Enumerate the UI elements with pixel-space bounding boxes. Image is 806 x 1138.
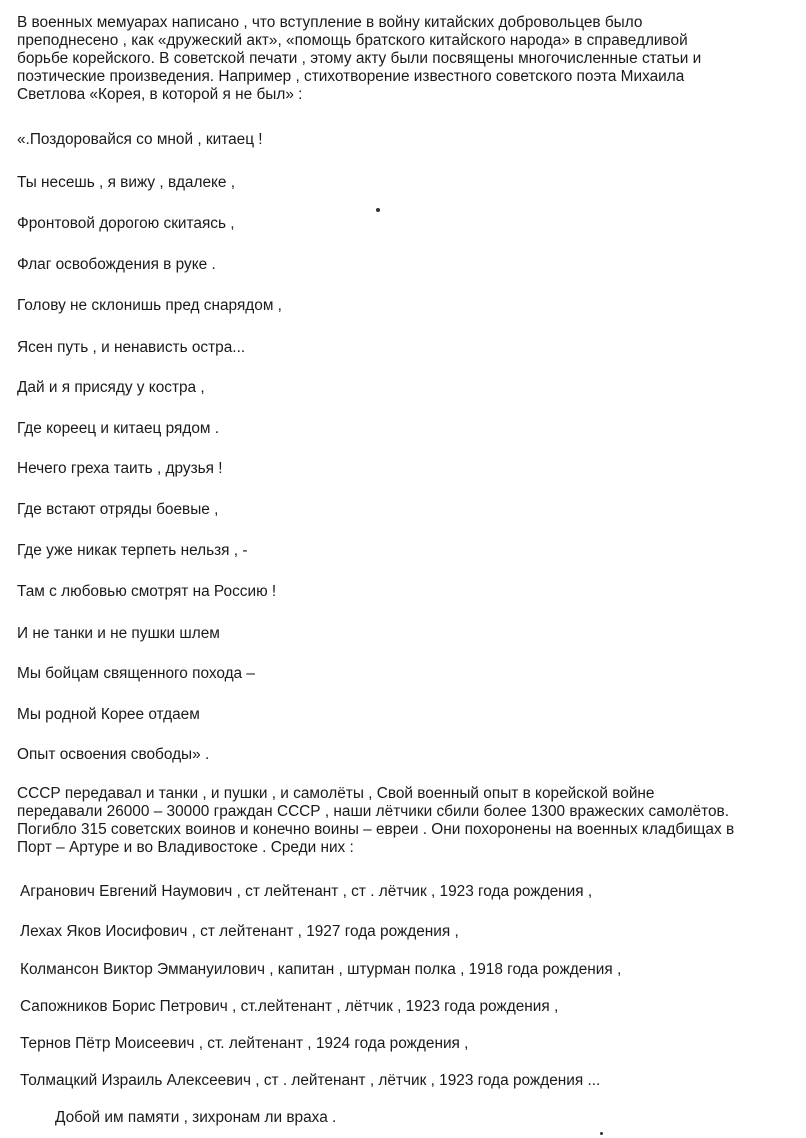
poem-line: Голову не склонишь пред снарядом ,: [17, 297, 282, 314]
poem-line: Ты несешь , я вижу , вдалеке ,: [17, 174, 236, 191]
intro-line: Светлова «Корея, в которой я не был» :: [17, 86, 303, 103]
intro-line: борьбе корейского. В советской печати , этому акту были посвящены многочисленные статьи и: [17, 50, 702, 67]
intro-line: В военных мемуарах написано , что вступление в войну китайских добровольцев было: [17, 14, 643, 31]
intro-line: поэтические произведения. Например , стихотворение известного советского поэта Михаила: [17, 68, 685, 85]
person-entry: Тернов Пётр Моисеевич , ст. лейтенант , 1924 года рождения ,: [20, 1035, 469, 1052]
poem-line: Где уже никак терпеть нельзя , -: [17, 542, 248, 559]
summary-line: Порт – Артуре и во Владивостоке . Среди них :: [17, 839, 354, 856]
poem-line: Нечего греха таить , друзья !: [17, 460, 223, 477]
summary-line: передавали 26000 – 30000 граждан СССР , наши лётчики сбили более 1300 вражеских самолётов.: [17, 803, 730, 820]
intro-line: преподнесено , как «дружеский акт», «помощь братского китайского народа» в справедливой: [17, 32, 688, 49]
poem-line: Дай и я присяду у костра ,: [17, 379, 205, 396]
poem-line: Фронтовой дорогою скитаясь ,: [17, 215, 235, 232]
person-entry: Сапожников Борис Петрович , ст.лейтенант , лётчик , 1923 года рождения ,: [20, 998, 559, 1015]
closing-line: Добой им памяти , зихронам ли враха .: [55, 1109, 337, 1126]
summary-line: СССР передавал и танки , и пушки , и самолёты , Свой военный опыт в корейской войне: [17, 785, 655, 802]
scan-speck: [376, 208, 380, 212]
poem-line: Там с любовью смотрят на Россию !: [17, 583, 277, 600]
poem-line: Где кореец и китаец рядом .: [17, 420, 220, 437]
poem-line: Мы бойцам священного похода –: [17, 665, 255, 682]
poem-line: Ясен путь , и ненависть остра...: [17, 339, 246, 356]
intro-paragraph: [17, 14, 799, 104]
summary-line: Погибло 315 советских воинов и конечно воины – евреи . Они похоронены на военных кладбищах в: [17, 821, 735, 838]
poem-line: И не танки и не пушки шлем: [17, 625, 220, 642]
summary-paragraph: [17, 785, 799, 857]
poem-line: Флаг освобождения в руке .: [17, 256, 216, 273]
poem-line: Опыт освоения свободы» .: [17, 746, 210, 763]
person-entry: Толмацкий Израиль Алексеевич , ст . лейтенант , лётчик , 1923 года рождения ...: [20, 1072, 601, 1089]
poem-line: «.Поздоровайся со мной , китаец !: [17, 131, 263, 148]
person-entry: Лехах Яков Иосифович , ст лейтенант , 1927 года рождения ,: [20, 923, 459, 940]
poem-line: Мы родной Корее отдаем: [17, 706, 200, 723]
person-entry: Агранович Евгений Наумович , ст лейтенант , ст . лётчик , 1923 года рождения ,: [20, 883, 593, 900]
poem-line: Где встают отряды боевые ,: [17, 501, 219, 518]
scan-speck: [600, 1132, 603, 1135]
person-entry: Колмансон Виктор Эммануилович , капитан , штурман полка , 1918 года рождения ,: [20, 961, 622, 978]
